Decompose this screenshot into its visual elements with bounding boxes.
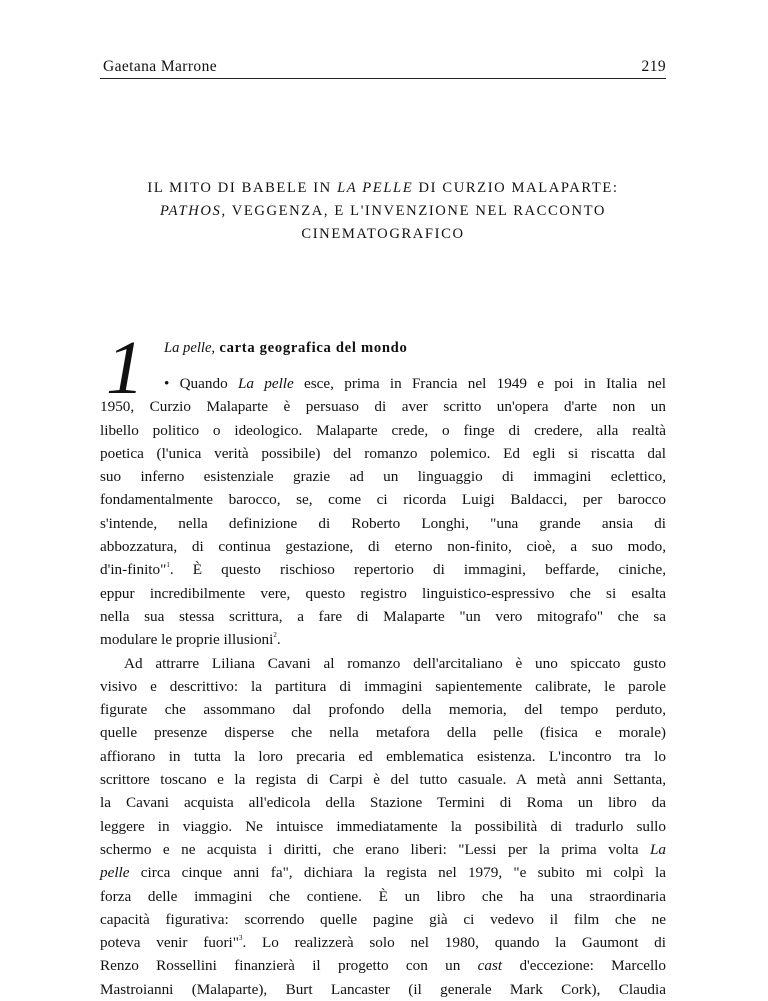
- title-line-1: IL MITO DI BABELE IN LA PELLE DI CURZIO MALAPARTE:: [147, 180, 619, 196]
- title-italic-la-pelle: LA PELLE: [337, 180, 414, 196]
- section-heading-bold: carta geografica del mondo: [215, 340, 408, 356]
- body-line: 1950, Curzio Malaparte è persuaso di aver scritto un'opera d'arte non un: [100, 398, 666, 416]
- running-header-author: Gaetana Marrone: [103, 58, 218, 75]
- body-line: Renzo Rossellini finanzierà il progetto con un cast d'eccezione: Marcello: [100, 957, 666, 975]
- body-line: forza delle immagini che contiene. È un libro che ha una straordinaria: [100, 887, 666, 905]
- title-italic-pathos: PATHOS,: [159, 203, 227, 219]
- body-line: d'in-finito"$^1$. È questo rischioso repertorio di immagini, beffarde, ciniche,: [100, 561, 666, 579]
- body-line: nella sua stessa scrittura, a fare di Malaparte "un vero mitografo" che sa: [100, 607, 666, 625]
- article-title: [100, 177, 666, 246]
- section-number-dropcap: 1: [106, 326, 144, 410]
- body-line: fondamentalmente barocco, se, come ci ricorda Luigi Baldacci, per barocco: [100, 491, 666, 509]
- body-line: la Cavani acquista all'edicola della Stazione Termini di Roma un libro da: [100, 794, 666, 812]
- body-line: capacità figurativa: scorrendo quelle pagine già ci vedevo il film che ne: [100, 910, 666, 928]
- body-line: s'intende, nella definizione di Roberto Longhi, "una grande ansia di: [100, 514, 666, 532]
- body-line: schermo e ne acquista i diritti, che erano liberi: "Lessi per la prima volta La: [100, 840, 666, 858]
- footnote-ref: 2: [273, 631, 277, 640]
- body-line: modulare le proprie illusioni$^2$.: [100, 631, 281, 649]
- title-line-3: CINEMATOGRAFICO: [301, 226, 465, 242]
- body-line: poteva venir fuori"$^3$. Lo realizzerà solo nel 1980, quando la Gaumont di: [100, 934, 666, 952]
- footnote-ref: 1: [166, 561, 170, 570]
- section-heading: [164, 340, 407, 357]
- body-line: • Quando La pelle esce, prima in Francia nel 1949 e poi in Italia nel: [164, 375, 667, 392]
- body-line: libello politico o ideologico. Malaparte crede, o finge di credere, alla realtà: [100, 421, 666, 439]
- body-line: leggere in viaggio. Ne intuisce immediatamente la possibilità di tradurlo sullo: [100, 817, 666, 835]
- body-line: affiorano in tutta la loro precaria ed emblematica esistenza. L'incontro tra lo: [100, 747, 666, 765]
- title-line-2: PATHOS, VEGGENZA, E L'INVENZIONE NEL RACCONTO: [159, 203, 607, 219]
- page-number: 219: [641, 58, 666, 75]
- body-line: Ad attrarre Liliana Cavani al romanzo dell'arcitaliano è uno spiccato gusto: [124, 654, 666, 672]
- body-line: pelle circa cinque anni fa", dichiara la regista nel 1979, "e subito mi colpì la: [100, 864, 666, 882]
- section-heading-italic: La pelle,: [164, 340, 216, 356]
- body-line: visivo e descrittivo: la partitura di immagini sapientemente calibrate, le parole: [100, 677, 666, 695]
- body-line: abbozzatura, di continua gestazione, di eterno non-finito, cioè, a suo modo,: [100, 538, 666, 556]
- body-line: poetica (l'unica verità possibile) del romanzo polemico. Ed egli si riscatta dal: [100, 444, 666, 462]
- footnote-ref: 3: [238, 934, 243, 943]
- body-line: figurate che assommano dal profondo della memoria, del tempo perduto,: [100, 701, 666, 719]
- body-line: quelle presenze disperse che nella metafora della pelle (fisica e morale): [100, 724, 666, 742]
- body-line: suo inferno esistenziale grazie ad un linguaggio di immagini eclettico,: [100, 468, 666, 486]
- running-header: [100, 58, 666, 79]
- body-line: scrittore toscano e la regista di Carpi è del tutto casuale. A metà anni Settanta,: [100, 771, 666, 789]
- body-text: [100, 372, 666, 1001]
- body-line: Mastroianni (Malaparte), Burt Lancaster (il generale Mark Cork), Claudia: [100, 980, 666, 998]
- body-line: eppur incredibilmente vere, questo registro linguistico-espressivo che si esalta: [100, 584, 666, 602]
